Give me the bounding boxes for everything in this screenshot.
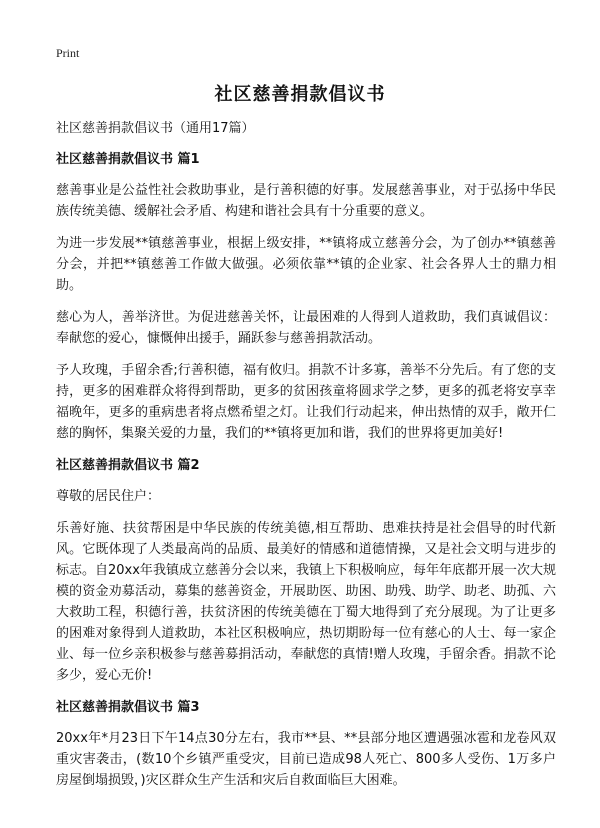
document-subtitle: 社区慈善捐款倡议书（通用17篇）	[56, 121, 255, 136]
section-heading: 社区慈善捐款倡议书 篇3	[56, 700, 200, 715]
paragraph: 慈善事业是公益性社会救助事业，是行善积德的好事。发展慈善事业，对于弘扬中华民族传统美德、缓解社会矛盾、构建和谐社会具有十分重要的意义。	[56, 183, 556, 219]
section-3	[56, 697, 556, 791]
paragraph: 予人玫瑰，手留余香;行善积德，福有攸归。捐款不计多寡，善举不分先后。有了您的支持，更多的困难群众将得到帮助，更多的贫困孩童将圆求学之梦，更多的孤老将安享幸福晚年，更多的重病患者将点燃希望之灯。让我们行动起来，伸出热情的双手，敞开仁慈的胸怀，集聚关爱的力量，我们的**镇将更加和谐，我们的世界将更加美好!	[56, 363, 556, 441]
section-heading: 社区慈善捐款倡议书 篇1	[56, 152, 200, 167]
section-2	[56, 455, 556, 686]
document-body	[56, 118, 556, 802]
paragraph: 20xx年*月23日下午14点30分左右，我市**县、**县部分地区遭遇强冰雹和龙卷风双重灾害袭击，(数10个乡镇严重受灾，目前已造成98人死亡、800多人受伤、1万多户房屋倒塌损毁，)灾区群众生产生活和灾后自救面临巨大困难。	[56, 731, 556, 788]
print-link[interactable]: Print	[56, 46, 80, 60]
document-title: 社区慈善捐款倡议书	[214, 84, 386, 105]
paragraph: 乐善好施、扶贫帮困是中华民族的传统美德,相互帮助、患难扶持是社会倡导的时代新风。它既体现了人类最高尚的品质、最美好的情感和道德情操，又是社会文明与进步的标志。自20xx年我镇成立慈善分会以来，我镇上下积极响应，每年年底都开展一次大规模的资金劝募活动，募集的慈善资金，开展助医、助困、助残、助学、助老、助孤、六大救助工程，积德行善，扶贫济困的传统美德在丁蜀大地得到了充分展现。为了让更多的困难对象得到人道救助，本社区积极响应，热切期盼每一位有慈心的人士、每一家企业、每一位乡亲积极参与慈善募捐活动，奉献您的真情!赠人玫瑰，手留余香。捐款不论多少，爱心无价!	[56, 521, 556, 683]
section-1	[56, 149, 556, 444]
paragraph: 为进一步发展**镇慈善事业，根据上级安排，**镇将成立慈善分会，为了创办**镇慈善分会，并把**镇慈善工作做大做强。必须依靠**镇的企业家、社会各界人士的鼎力相助。	[56, 236, 556, 293]
paragraph: 慈心为人，善举济世。为促进慈善关怀，让最困难的人得到人道救助，我们真诚倡议：奉献您的爱心，慷慨伸出援手，踊跃参与慈善捐款活动。	[56, 310, 556, 346]
section-heading: 社区慈善捐款倡议书 篇2	[56, 458, 200, 473]
paragraph: 尊敬的居民住户：	[56, 489, 161, 504]
